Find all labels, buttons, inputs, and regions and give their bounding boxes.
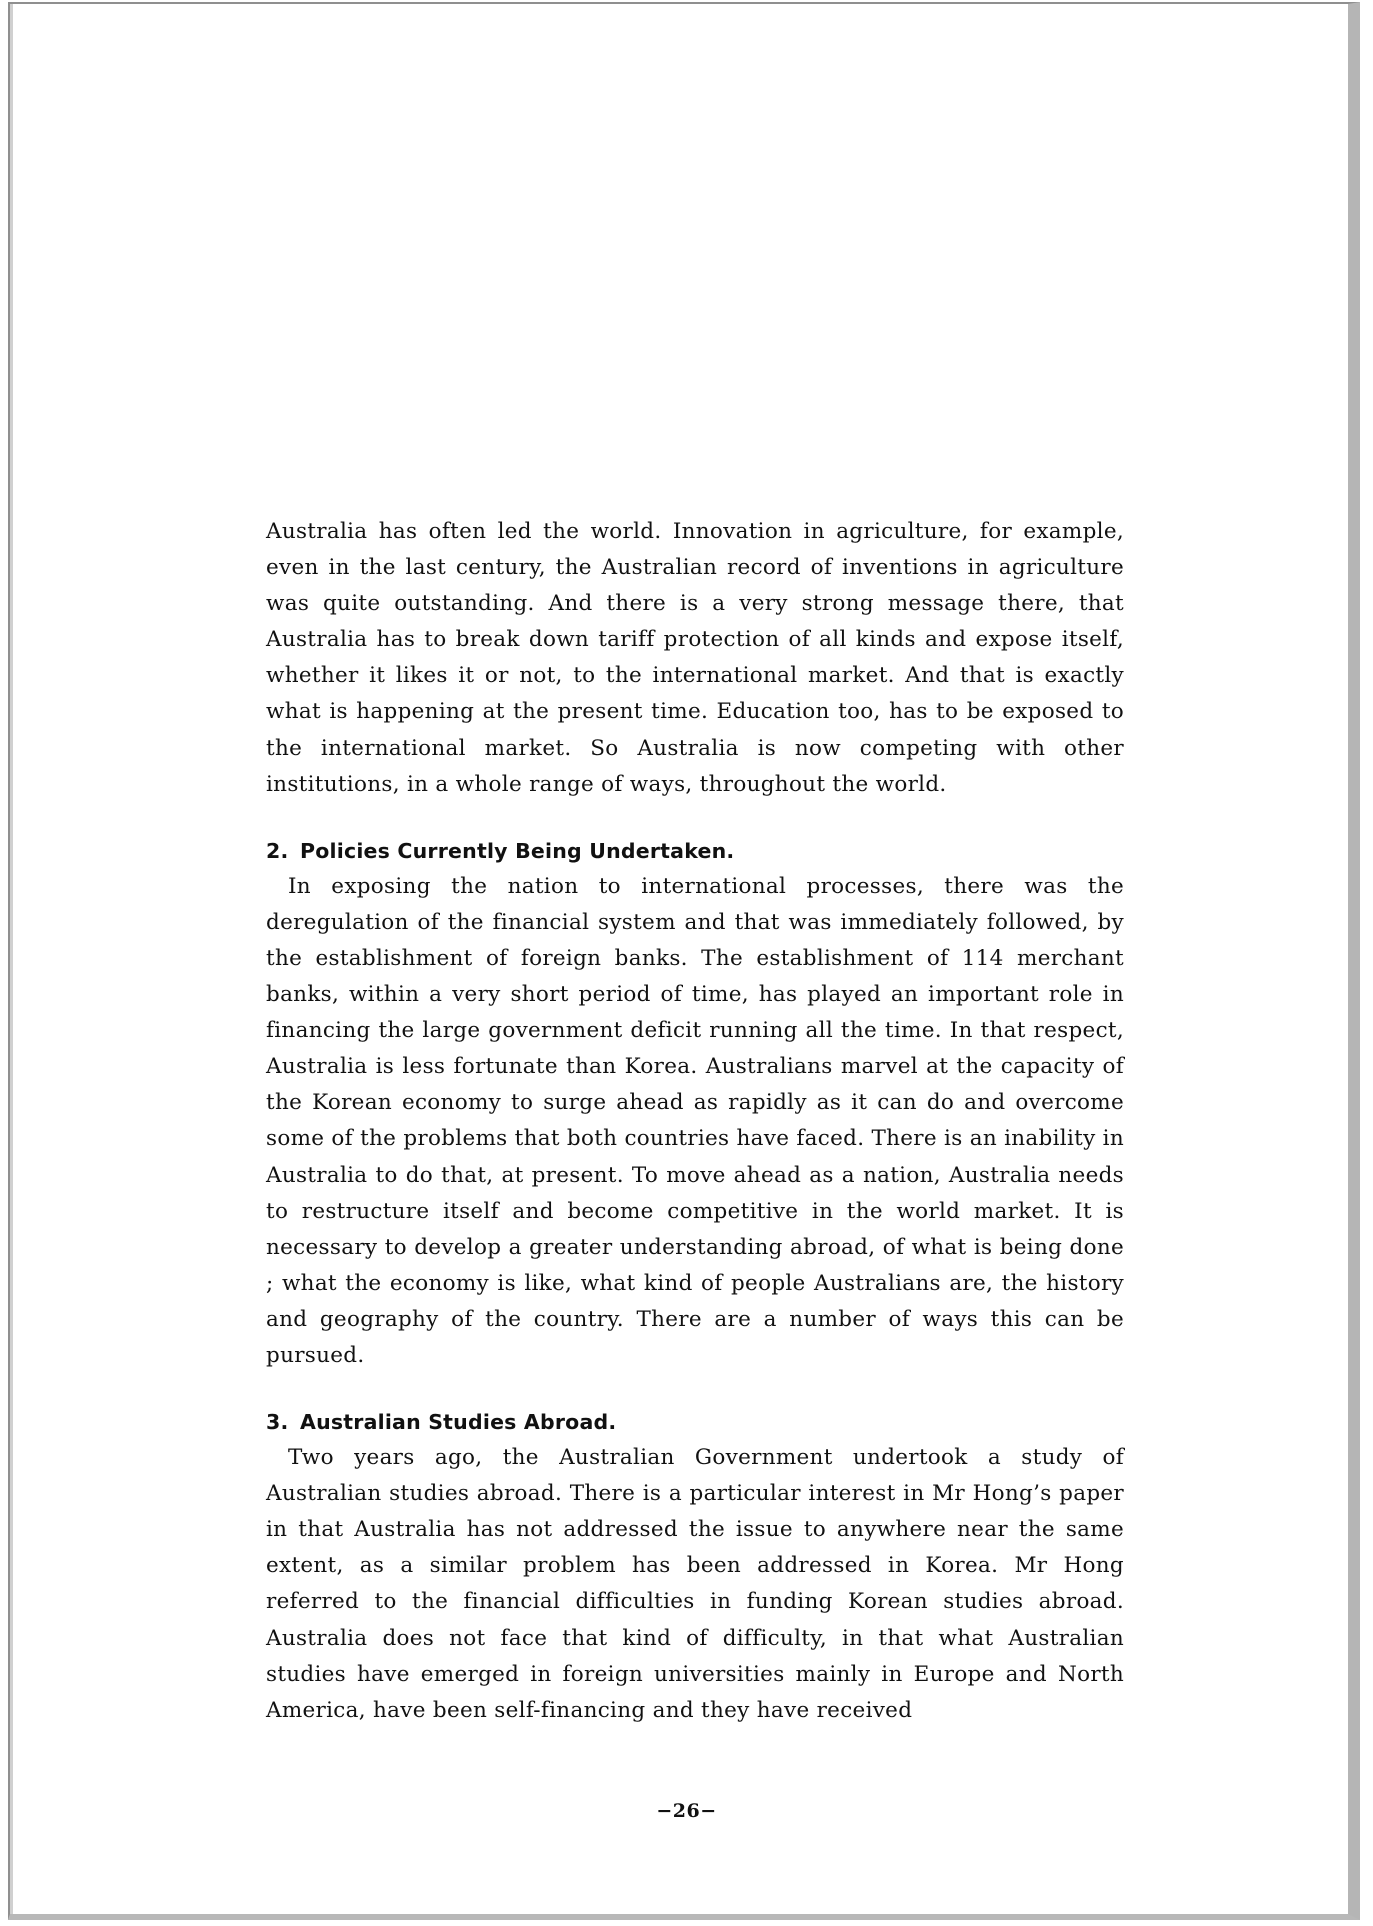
section-number: 3.: [266, 1410, 289, 1435]
section-number: 2.: [266, 838, 289, 863]
section-title: Policies Currently Being Undertaken.: [300, 838, 735, 863]
page-number: −26−: [656, 1800, 717, 1822]
paragraph-intro: Australia has often led the world. Innovation in agriculture, for example, even in the last century, the Australian record of inventions in agriculture was quite outstanding. And there is a very strong message there, that Australia has to break down tariff protection of all kinds and expose itself, whether it likes it or not, to the international market. And that is exactly what is happening at the present time. Education too, has to be exposed to the international market. So Australia is now competing with other institutions, in a whole range of ways, throughout the world.: [266, 519, 1124, 797]
section-heading-studies-abroad: [266, 1404, 1124, 1440]
paragraph-studies-abroad: Two years ago, the Australian Government undertook a study of Australian studies abroad. There is a particular interest in Mr Hong’s paper in that Australia has not addressed the issue to anywhere near the same extent, as a similar problem has been addressed in Korea. Mr Hong referred to the financial difficulties in funding Korean studies abroad. Australia does not face that kind of difficulty, in that what Australian studies have emerged in foreign universities mainly in Europe and North America, have been self-financing and they have received: [266, 1445, 1124, 1723]
section-heading-policies: [266, 833, 1124, 869]
section-title: Australian Studies Abroad.: [300, 1410, 617, 1435]
paragraph-policies: In exposing the nation to international processes, there was the deregulation of the financial system and that was immediately followed, by the establishment of foreign banks. The establishment of 114 merchant banks, within a very short period of time, has played an important role in financing the large government deficit running all the time. In that respect, Australia is less fortunate than Korea. Australians marvel at the capacity of the Korean economy to surge ahead as rapidly as it can do and overcome some of the problems that both countries have faced. There is an inability in Australia to do that, at present. To move ahead as a nation, Australia needs to restructure itself and become competitive in the world market. It is necessary to develop a greater understanding abroad, of what is being done ; what the economy is like, what kind of people Australians are, the history and geography of the country. There are a number of ways this can be pursued.: [266, 873, 1124, 1368]
page-body: [266, 514, 1124, 1729]
